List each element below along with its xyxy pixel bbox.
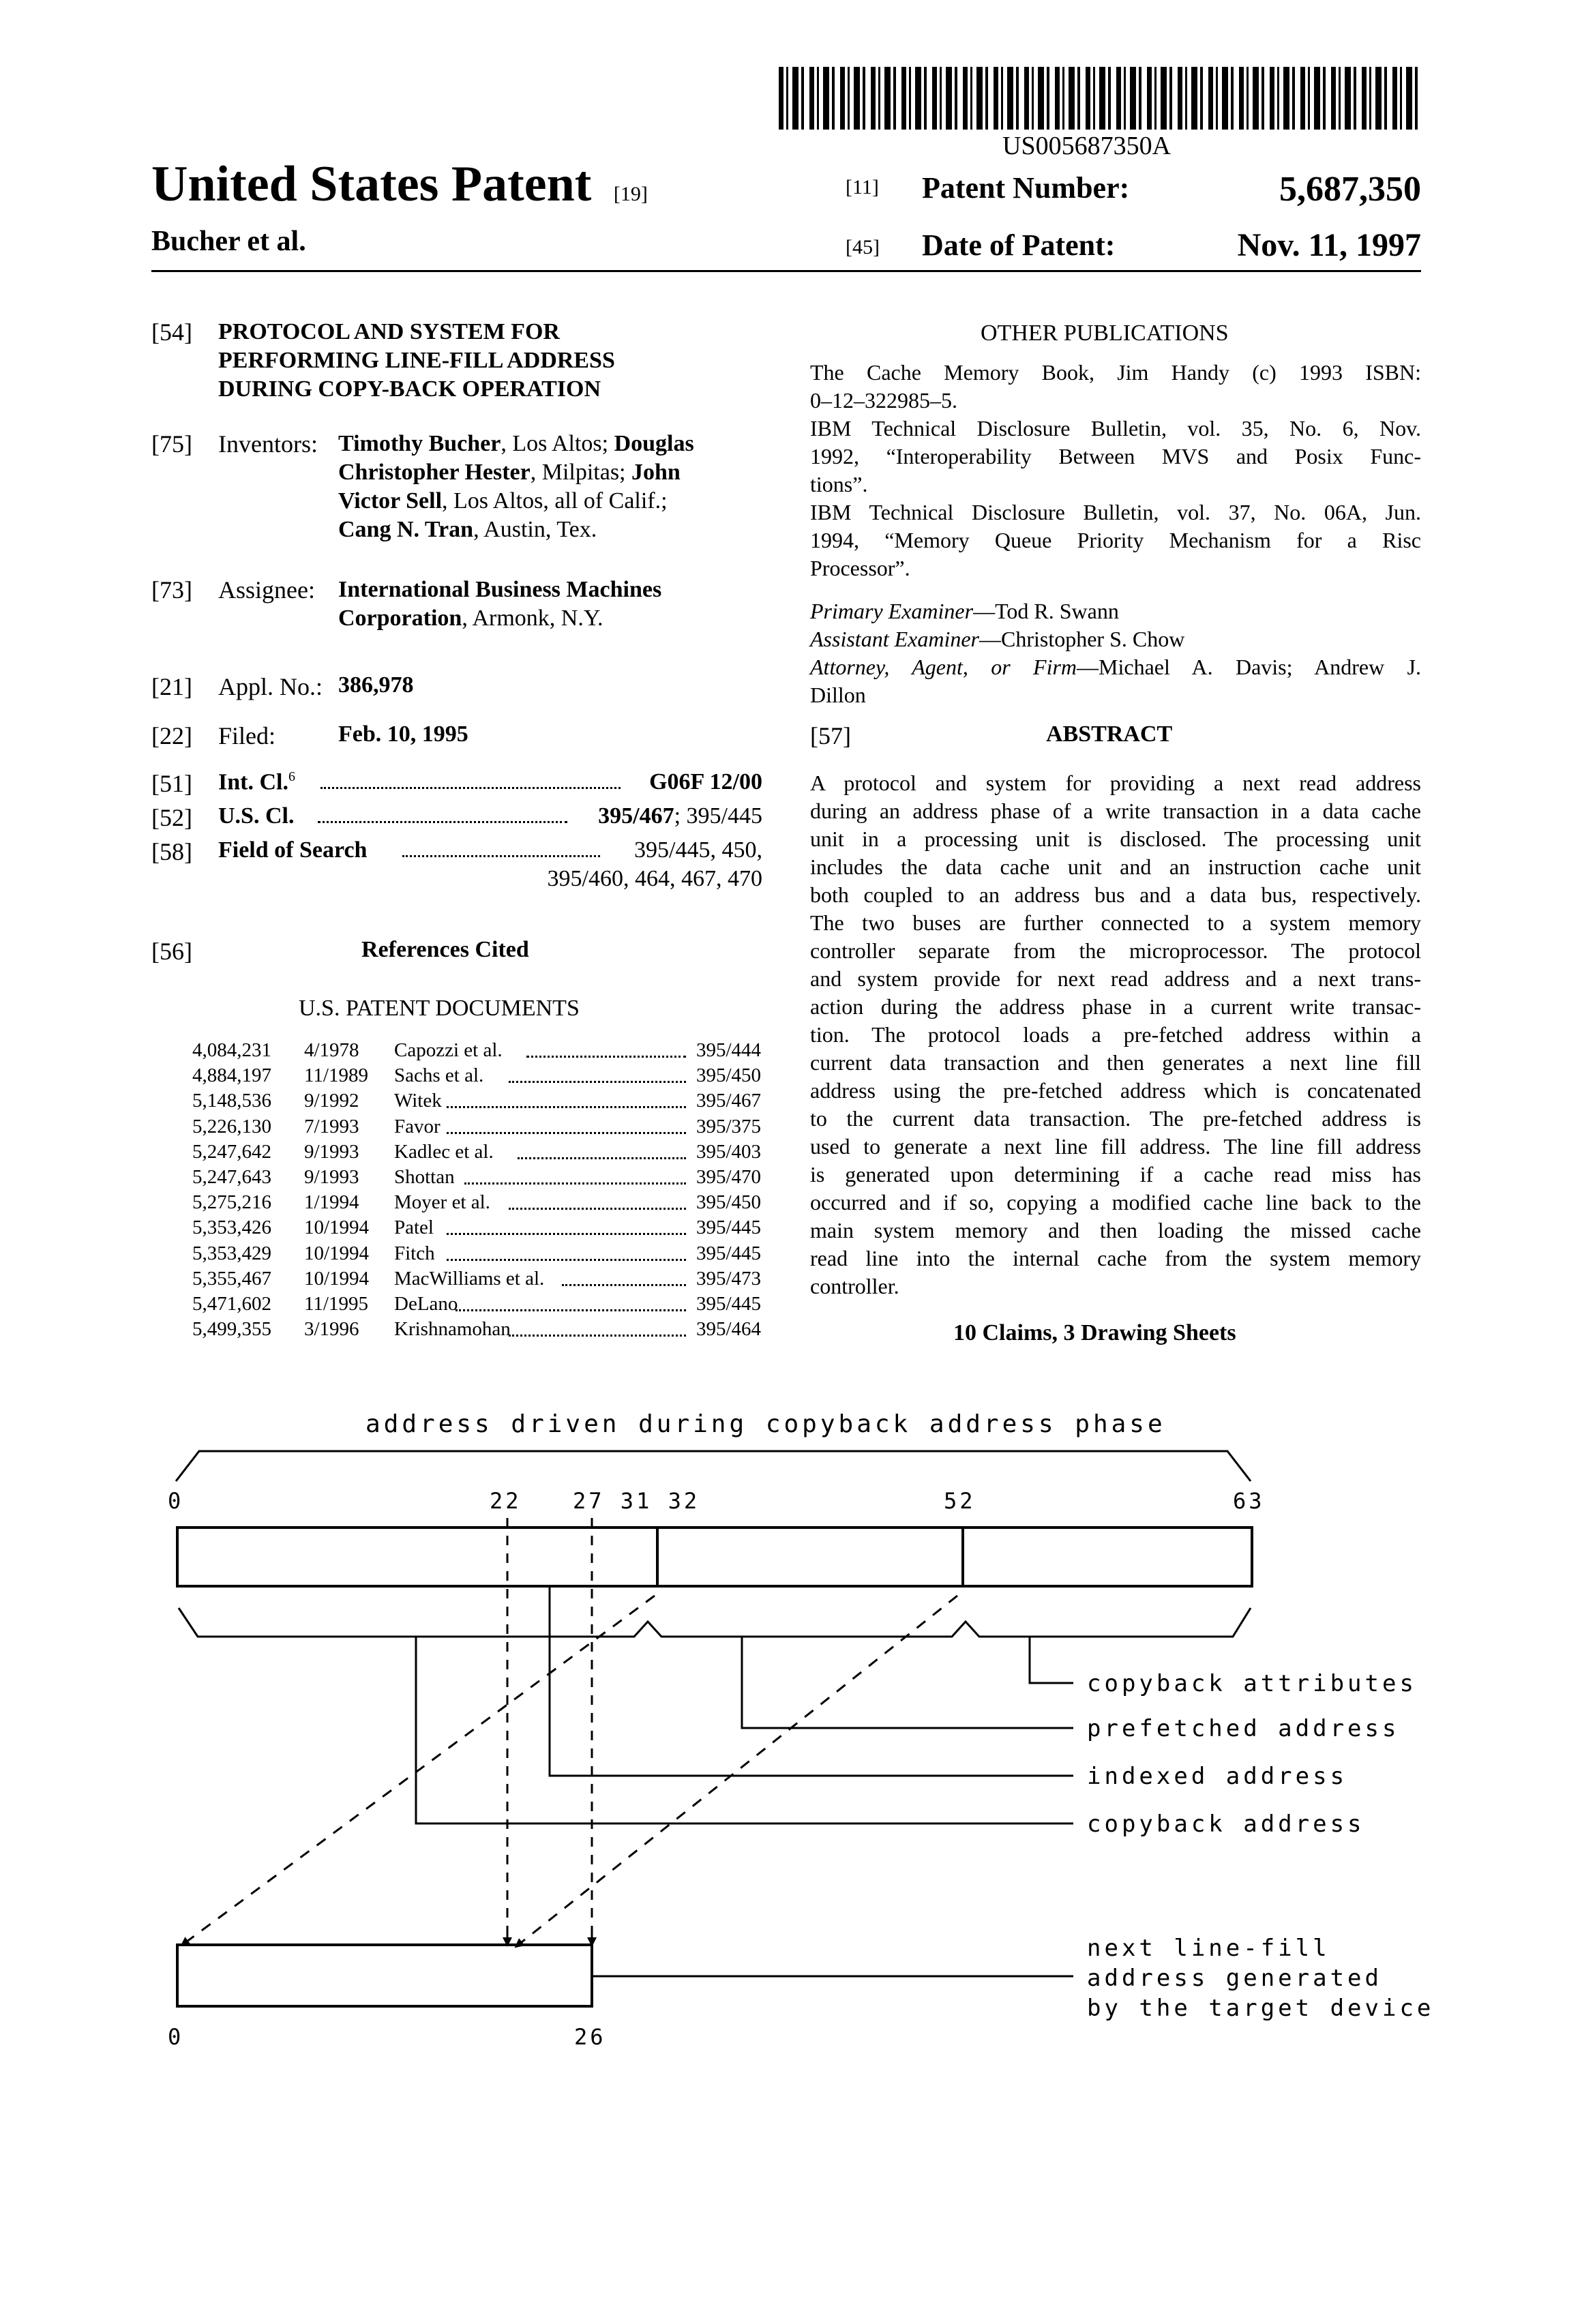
reference-number: 5,499,355 [192,1318,271,1341]
reference-name: Moyer et al. [394,1191,490,1214]
abstract-line: main system memory and then loading the missed cache [810,1218,1421,1242]
references-title: References Cited [361,937,529,962]
reference-number: 5,148,536 [192,1090,271,1112]
uscl-label: U.S. Cl. [218,803,295,829]
attorney-name: —Michael A. Davis; Andrew J. [1077,655,1422,679]
publication-line: tions”. [810,472,868,496]
publication-line: 1994, “Memory Queue Priority Mechanism for a Risc [810,528,1421,552]
claims-line: 10 Claims, 3 Drawing Sheets [953,1320,1236,1345]
invention-title-line: DURING COPY-BACK OPERATION [218,376,601,402]
reference-date: 10/1994 [304,1217,370,1239]
publication-line: IBM Technical Disclosure Bulletin, vol. 35, No. 6, Nov. [810,416,1421,441]
reference-number: 5,353,429 [192,1242,271,1264]
search-value-2: 395/460, 464, 467, 470 [547,866,762,891]
assignee-code: [73] [151,576,192,604]
abstract-line: and system provide for next read address and a next trans- [810,966,1421,991]
intcl-code: [51] [151,770,192,797]
connector-copyback-address [416,1637,1073,1823]
reference-number: 5,275,216 [192,1191,271,1214]
reference-date: 3/1996 [304,1318,359,1341]
bottom-bit-label-26: 26 [574,2024,606,2050]
appl-label: Appl. No.: [218,673,323,700]
uscl-value-bold: 395/467 [598,803,674,829]
assistant-examiner-name: —Christopher S. Chow [979,627,1185,651]
abstract-line: current data transaction and then generates a next line fill [810,1050,1421,1075]
inventor-line: Christopher Hester, Milpitas; John [338,460,681,485]
abstract-line: unit in a processing unit is disclosed. The processing unit [810,826,1421,851]
date-label: Date of Patent: [922,228,1116,262]
invention-title-line: PROTOCOL AND SYSTEM FOR [218,319,560,344]
appl-code: [21] [151,673,192,700]
abstract-line: action during the address phase in a current write transac- [810,994,1421,1019]
reference-class: 395/444 [696,1039,761,1061]
abstract-line: controller separate from the microprocessor. The protocol [810,938,1421,963]
label-next-line-fill-3: by the target device [1087,1995,1435,2022]
publication-line: Processor”. [810,556,910,580]
search-label: Field of Search [218,837,368,863]
intcl-label-text: Int. Cl. [218,769,288,795]
figure-top-label: address driven during copyback address phase [365,1410,1166,1438]
reference-date: 9/1992 [304,1090,359,1112]
lower-register [177,1945,592,2006]
primary-examiner-name: —Tod R. Swann [973,599,1119,623]
reference-name: Witek [394,1090,442,1112]
bit-label-27-31-32: 27 31 32 [573,1488,700,1514]
publication-line: 0–12–322985–5. [810,388,957,413]
filed-date: Feb. 10, 1995 [338,721,468,747]
reference-name: Fitch [394,1242,435,1264]
reference-date: 1/1994 [304,1191,359,1214]
publication-line: 1992, “Interoperability Between MVS and Posix Func- [810,444,1421,468]
attorney-name-2: Dillon [810,683,866,707]
reference-number: 5,247,642 [192,1140,271,1163]
reference-date: 9/1993 [304,1140,359,1163]
reference-class: 395/464 [696,1318,761,1341]
patent-title-text: United States Patent [151,156,592,212]
abstract-line: A protocol and system for providing a next read address [810,771,1421,795]
abstract-line: during an address phase of a write transaction in a data cache [810,799,1421,823]
reference-class: 395/470 [696,1166,761,1188]
abstract-line: controller. [810,1274,899,1298]
abstract-line: read line into the internal cache from the system memory [810,1246,1421,1270]
reference-name: MacWilliams et al. [394,1267,545,1290]
reference-number: 5,353,426 [192,1217,271,1239]
reference-class: 395/473 [696,1267,761,1290]
reference-number: 4,084,231 [192,1039,271,1061]
label-next-line-fill-2: address generated [1087,1965,1382,1992]
publication-line: IBM Technical Disclosure Bulletin, vol. 37, No. 06A, Jun. [810,500,1421,524]
reference-name: Sachs et al. [394,1064,484,1087]
reference-class: 395/450 [696,1191,761,1214]
assignee-line: Corporation, Armonk, N.Y. [338,606,603,631]
bottom-bit-label-0: 0 [168,2024,181,2050]
label-copyback-address: copyback address [1087,1811,1365,1838]
reference-class: 395/375 [696,1115,761,1137]
search-value-1: 395/445, 450, [634,837,762,863]
filed-code: [22] [151,722,192,749]
assignee-label: Assignee: [218,576,315,604]
bit-label-22: 22 [490,1488,522,1514]
abstract-line: occurred and if so, copying a modified cache line back to the [810,1190,1421,1215]
patent-number-code: [11] [846,176,879,198]
label-indexed-address: indexed address [1087,1763,1348,1790]
reference-number: 4,884,197 [192,1064,271,1087]
title-code: [19] [613,183,648,205]
intcl-value: G06F 12/00 [649,769,762,794]
reference-number: 5,226,130 [192,1115,271,1137]
reference-class: 395/467 [696,1090,761,1112]
attorney-label: Attorney, Agent, or Firm [810,655,1077,679]
reference-date: 11/1995 [304,1293,368,1315]
other-publications-title: OTHER PUBLICATIONS [981,321,1229,346]
search-code: [58] [151,838,192,865]
top-brace [176,1451,1251,1481]
filed-label: Filed: [218,722,276,749]
reference-name: Patel [394,1217,434,1239]
abstract-line: tion. The protocol loads a pre-fetched address within a [810,1022,1421,1047]
inventor-line: Victor Sell, Los Altos, all of Calif.; [338,488,668,513]
abstract-line: both coupled to an address bus and a data bus, respectively. [810,882,1421,907]
date-code: [45] [846,236,880,258]
reference-number: 5,355,467 [192,1267,271,1290]
document-number: US005687350A [1002,132,1171,160]
reference-name: Capozzi et al. [394,1039,503,1061]
patent-number-label: Patent Number: [922,171,1130,205]
bit-label-52: 52 [944,1488,976,1514]
primary-examiner-label: Primary Examiner [810,599,974,623]
reference-number: 5,247,643 [192,1166,271,1188]
invention-title-line: PERFORMING LINE-FILL ADDRESS [218,348,615,373]
refs-code: [56] [151,938,192,965]
patent-number: 5,687,350 [1279,170,1421,209]
inventor-line: Cang N. Tran, Austin, Tex. [338,517,597,542]
publication-line: The Cache Memory Book, Jim Handy (c) 1993 ISBN: [810,360,1421,385]
abstract-code: [57] [810,722,851,749]
bit-label-0: 0 [168,1488,181,1514]
reference-date: 7/1993 [304,1115,359,1137]
reference-date: 10/1994 [304,1242,370,1264]
reference-class: 395/445 [696,1242,761,1264]
connector-copyback-attributes [1030,1637,1071,1683]
label-prefetched-address: prefetched address [1087,1715,1400,1742]
title-code-54: [54] [151,318,192,346]
reference-name: Kadlec et al. [394,1140,494,1163]
lower-brace [179,1608,1251,1637]
connector-prefetched-address [742,1637,1073,1728]
date-of-patent: Nov. 11, 1997 [1237,227,1421,263]
reference-class: 395/445 [696,1217,761,1239]
abstract-line: is generated upon determining if a cache read miss has [810,1162,1421,1187]
label-copyback-attributes: copyback attributes [1087,1670,1417,1697]
reference-class: 395/445 [696,1293,761,1315]
reference-name: DeLano [394,1293,458,1315]
reference-name: Krishnamohan [394,1318,511,1341]
appl-number: 386,978 [338,672,414,698]
uscl-code: [52] [151,804,192,831]
assistant-examiner-label: Assistant Examiner [810,627,979,651]
references-subtitle: U.S. PATENT DOCUMENTS [299,996,580,1021]
connector-indexed-address [550,1586,1073,1776]
reference-date: 9/1993 [304,1166,359,1188]
reference-number: 5,471,602 [192,1293,271,1315]
reference-date: 4/1978 [304,1039,359,1061]
abstract-line: used to generate a next line fill address. The line fill address [810,1134,1421,1159]
assignee-line: International Business Machines [338,577,662,602]
inventors-label: Inventors: [218,430,318,458]
bit-label-63: 63 [1233,1488,1265,1514]
intcl-superscript: 6 [288,769,295,784]
reference-date: 11/1989 [304,1064,368,1087]
abstract-title: ABSTRACT [1046,721,1173,747]
label-next-line-fill-1: next line-fill [1087,1935,1330,1962]
authors: Bucher et al. [151,226,306,257]
reference-name: Shottan [394,1166,455,1188]
reference-class: 395/450 [696,1064,761,1087]
reference-class: 395/403 [696,1140,761,1163]
inventor-line: Timothy Bucher, Los Altos; Douglas [338,431,694,456]
abstract-line: The two buses are further connected to a system memory [810,910,1421,935]
abstract-line: address using the pre-fetched address which is concatenated [810,1078,1421,1103]
abstract-line: includes the data cache unit and an instruction cache unit [810,854,1421,879]
reference-date: 10/1994 [304,1267,370,1290]
uscl-value-rest: ; 395/445 [674,803,762,829]
abstract-line: to the current data transaction. The pre-fetched address is [810,1106,1421,1131]
reference-name: Favor [394,1115,441,1137]
inventors-code: [75] [151,430,192,458]
upper-register [177,1528,1252,1586]
